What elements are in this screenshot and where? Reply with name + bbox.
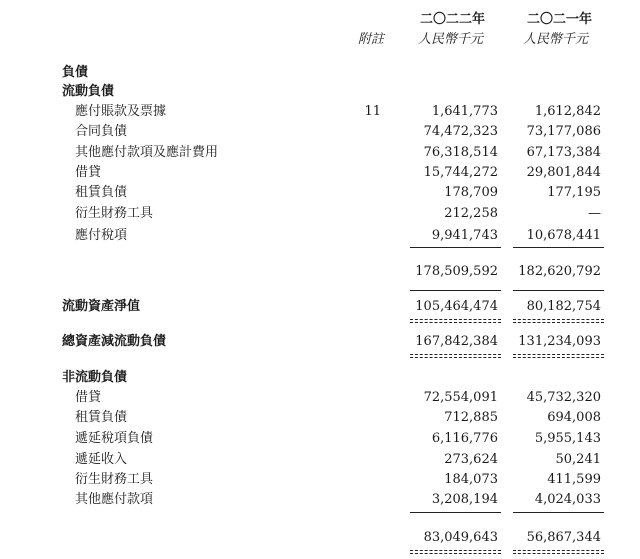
double-underline xyxy=(513,354,604,355)
row-note: 11 xyxy=(364,104,381,119)
row-value-2022: 712,885 xyxy=(444,410,498,425)
row-label: 衍生財務工具 xyxy=(75,206,154,221)
row-label: 其他應付款項及應計費用 xyxy=(75,145,219,160)
subtotal-rule xyxy=(410,512,501,513)
total-value-2021: 56,867,344 xyxy=(526,530,601,545)
row-value-2022: 3,208,194 xyxy=(431,492,498,507)
subtotal-rule xyxy=(410,247,501,248)
row-value-2022: 178,709 xyxy=(444,185,498,200)
row-value-2022: 212,258 xyxy=(444,206,498,221)
total-assets-less-cl-2022: 167,842,384 xyxy=(415,334,498,349)
row-label: 衍生財務工具 xyxy=(75,472,154,487)
row-value-2022: 72,554,091 xyxy=(423,390,498,405)
row-value-2021: 5,955,143 xyxy=(534,431,601,446)
current-liabilities-title: 流動負債 xyxy=(62,84,115,99)
row-value-2021: 50,241 xyxy=(555,452,601,467)
row-value-2021: 29,801,844 xyxy=(526,165,601,180)
row-label: 其他應付款項 xyxy=(75,492,154,507)
double-underline xyxy=(513,319,604,320)
double-underline xyxy=(410,357,501,358)
total-assets-less-cl-label: 總資產減流動負債 xyxy=(62,334,167,349)
double-underline xyxy=(513,550,604,551)
row-value-2021: 177,195 xyxy=(547,185,601,200)
total-value-2021: 182,620,792 xyxy=(518,264,601,279)
row-value-2021: — xyxy=(588,206,601,221)
total-rule xyxy=(410,290,501,291)
row-value-2022: 1,641,773 xyxy=(431,104,498,119)
net-current-assets-2021: 80,182,754 xyxy=(526,299,601,314)
row-value-2021: 73,177,086 xyxy=(526,124,601,139)
total-value-2022: 178,509,592 xyxy=(415,264,498,279)
subtotal-rule xyxy=(513,512,604,513)
row-value-2021: 4,024,033 xyxy=(534,492,601,507)
double-underline xyxy=(410,319,501,320)
header-unit-2022: 人民幣千元 xyxy=(418,32,484,47)
row-value-2022: 6,116,776 xyxy=(431,431,498,446)
row-label: 合同負債 xyxy=(75,124,128,139)
row-label: 應付賬款及票據 xyxy=(75,104,167,119)
double-underline xyxy=(513,357,604,358)
row-value-2022: 74,472,323 xyxy=(423,124,498,139)
header-unit-2021: 人民幣千元 xyxy=(523,32,589,47)
total-value-2022: 83,049,643 xyxy=(423,530,498,545)
row-label: 應付稅項 xyxy=(75,228,128,243)
row-value-2022: 9,941,743 xyxy=(431,228,498,243)
total-rule xyxy=(513,290,604,291)
row-label: 借貸 xyxy=(75,165,102,180)
row-label: 借貸 xyxy=(75,390,102,405)
double-underline xyxy=(410,550,501,551)
row-value-2021: 45,732,320 xyxy=(526,390,601,405)
double-underline xyxy=(513,322,604,323)
row-value-2021: 1,612,842 xyxy=(534,104,601,119)
row-label: 遞延稅項負債 xyxy=(75,431,154,446)
row-value-2022: 184,073 xyxy=(444,472,498,487)
double-underline xyxy=(513,553,604,554)
row-value-2021: 694,008 xyxy=(547,410,601,425)
section-liabilities-title: 負債 xyxy=(62,65,89,80)
double-underline xyxy=(410,553,501,554)
noncurrent-liabilities-title: 非流動負債 xyxy=(62,370,128,385)
row-value-2021: 411,599 xyxy=(547,472,601,487)
subtotal-rule xyxy=(513,247,604,248)
row-label: 租賃負債 xyxy=(75,185,128,200)
double-underline xyxy=(410,354,501,355)
net-current-assets-label: 流動資產淨值 xyxy=(62,299,141,314)
row-value-2022: 273,624 xyxy=(444,452,498,467)
header-year-2021: 二〇二一年 xyxy=(527,12,593,27)
row-value-2021: 10,678,441 xyxy=(526,228,601,243)
header-year-2022: 二〇二二年 xyxy=(420,12,486,27)
net-current-assets-2022: 105,464,474 xyxy=(415,299,498,314)
row-value-2022: 15,744,272 xyxy=(423,165,498,180)
row-value-2021: 67,173,384 xyxy=(526,145,601,160)
row-value-2022: 76,318,514 xyxy=(423,145,498,160)
total-assets-less-cl-2021: 131,234,093 xyxy=(518,334,601,349)
row-label: 租賃負債 xyxy=(75,410,128,425)
header-note: 附註 xyxy=(358,32,385,47)
row-label: 遞延收入 xyxy=(75,452,128,467)
double-underline xyxy=(410,322,501,323)
